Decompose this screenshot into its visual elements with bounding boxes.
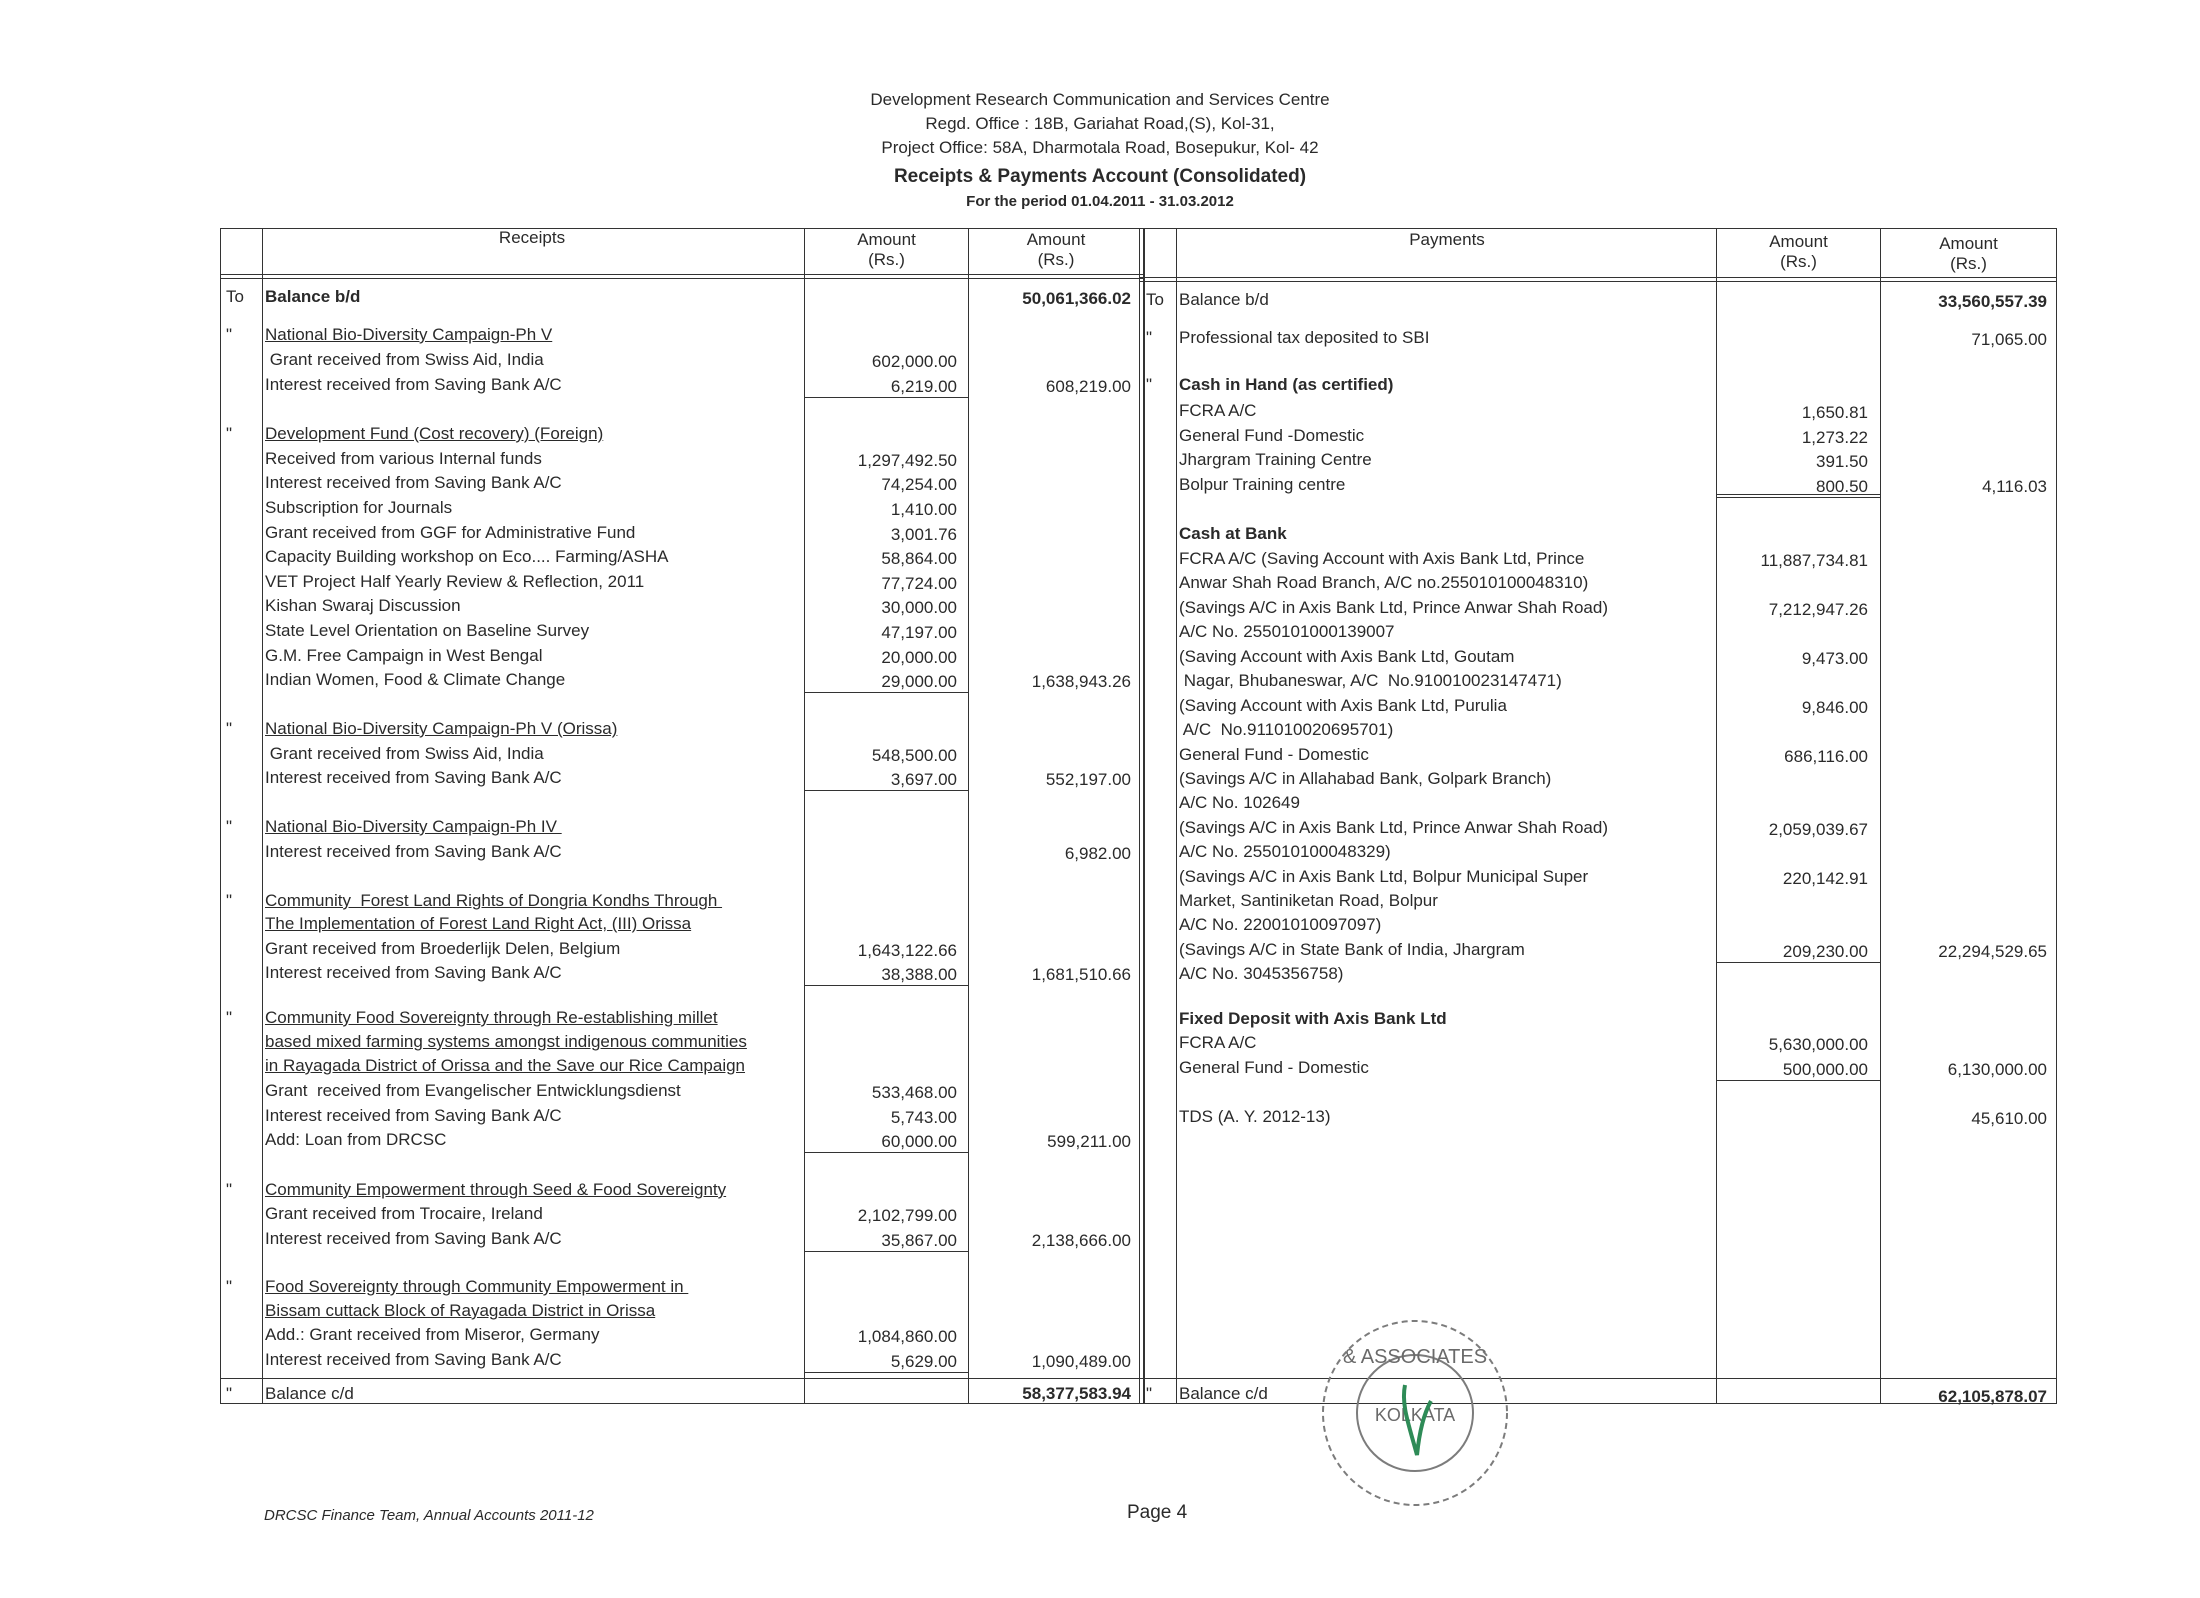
receipts-amount-total: 1,681,510.66 [1031, 965, 1131, 984]
payments-amount-sub: 5,630,000.00 [1768, 1035, 1868, 1054]
amount-header-4: Amount (Rs.) [1939, 234, 1998, 273]
receipts-amount-total: 608,219.00 [1045, 377, 1131, 396]
receipts-amount-sub: 74,254.00 [881, 475, 957, 494]
receipts-amount-sub: 60,000.00 [881, 1132, 957, 1151]
payments-row-label: A/C No. 3045356758) [1179, 964, 1344, 983]
subtotal-rule [804, 1251, 968, 1252]
row-prefix: " [226, 424, 233, 443]
row-prefix: To [226, 287, 244, 306]
payments-amount-sub: 7,212,947.26 [1768, 600, 1868, 619]
receipts-row-label: Balance b/d [265, 287, 361, 306]
payments-row-label: Nagar, Bhubaneswar, A/C No.910010023147471) [1179, 671, 1562, 690]
receipts-amount-total: 1,090,489.00 [1031, 1352, 1131, 1371]
page-title: Receipts & Payments Account (Consolidated) [893, 166, 1307, 187]
page-number: Page 4 [1127, 1502, 1188, 1523]
column-rule [262, 228, 263, 1403]
receipts-amount-sub: 58,864.00 [881, 549, 957, 568]
receipts-row-label: National Bio-Diversity Campaign-Ph V (Orissa) [265, 719, 618, 738]
payments-row-label: (Saving Account with Axis Bank Ltd, Goutam [1179, 647, 1515, 666]
subtotal-rule [804, 1152, 968, 1153]
receipts-row-label: Food Sovereignty through Community Empowerment in [265, 1277, 689, 1296]
receipts-row-label: G.M. Free Campaign in West Bengal [265, 646, 543, 665]
row-prefix: " [226, 1384, 233, 1403]
amount-header-3: Amount (Rs.) [1769, 232, 1828, 271]
receipts-row-label: based mixed farming systems amongst indigenous communities [265, 1032, 747, 1051]
receipts-total-amount: 58,377,583.94 [1022, 1384, 1131, 1403]
subtotal-rule [1716, 1080, 1880, 1081]
total-rule [220, 1378, 1145, 1379]
payments-header: Payments [1409, 230, 1485, 249]
receipts-row-label: in Rayagada District of Orissa and the Save our Rice Campaign [265, 1056, 746, 1075]
header-rule [1139, 277, 2057, 278]
subtotal-rule [1716, 962, 1880, 963]
column-rule [1880, 228, 1881, 1403]
column-rule [1176, 228, 1177, 1403]
receipts-row-label: Indian Women, Food & Climate Change [265, 670, 566, 689]
payments-row-label: FCRA A/C [1179, 1033, 1257, 1052]
receipts-amount-total: 50,061,366.02 [1022, 289, 1131, 308]
receipts-amount-total: 2,138,666.00 [1031, 1231, 1131, 1250]
stamp-center-text: KOLKATA [1374, 1405, 1456, 1425]
row-prefix: " [226, 719, 233, 738]
receipts-amount-sub: 533,468.00 [871, 1083, 957, 1102]
payments-amount-sub: 209,230.00 [1782, 942, 1868, 961]
payments-row-label: (Savings A/C in Axis Bank Ltd, Prince Anwar Shah Road) [1179, 598, 1609, 617]
row-prefix: To [1146, 290, 1164, 309]
payments-row-label: A/C No. 2550101000139007 [1179, 622, 1395, 641]
payments-amount-sub: 391.50 [1816, 452, 1868, 471]
receipts-amount-sub: 602,000.00 [871, 352, 957, 371]
receipts-row-label: Received from various Internal funds [265, 449, 542, 468]
receipts-amount-sub: 5,629.00 [890, 1352, 957, 1371]
regd-office: Regd. Office : 18B, Gariahat Road,(S), Kol-31, [925, 114, 1275, 133]
total-rule [1139, 1378, 2057, 1379]
payments-row-label: (Savings A/C in Allahabad Bank, Golpark Branch) [1179, 769, 1552, 788]
receipts-row-label: The Implementation of Forest Land Right Act, (III) Orissa [265, 914, 692, 933]
header-rule [220, 278, 1145, 279]
receipts-row-label: Subscription for Journals [265, 498, 453, 517]
payments-amount-sub: 1,273.22 [1801, 428, 1868, 447]
receipts-row-label: VET Project Half Yearly Review & Reflection, 2011 [265, 572, 645, 591]
receipts-amount-sub: 38,388.00 [881, 965, 957, 984]
payments-amount-total: 45,610.00 [1971, 1109, 2047, 1128]
footer-note: DRCSC Finance Team, Annual Accounts 2011-12 [264, 1507, 594, 1524]
header-rule [1139, 281, 2057, 282]
payments-row-label: Jhargram Training Centre [1179, 450, 1372, 469]
receipts-row-label: Grant received from Evangelischer Entwicklungsdienst [265, 1081, 681, 1100]
receipts-amount-sub: 20,000.00 [881, 648, 957, 667]
stamp-top-text: & ASSOCIATES [1342, 1346, 1488, 1368]
payments-amount-total: 4,116.03 [1982, 477, 2047, 496]
receipts-row-label: Development Fund (Cost recovery) (Foreign) [265, 424, 604, 443]
receipts-row-label: Grant received from GGF for Administrative Fund [265, 523, 636, 542]
amount-header-2: Amount (Rs.) [1026, 230, 1086, 269]
subtotal-rule [1716, 497, 1880, 498]
payments-row-label: General Fund - Domestic [1179, 1058, 1369, 1077]
receipts-amount-sub: 29,000.00 [881, 672, 957, 691]
receipts-row-label: Interest received from Saving Bank A/C [265, 768, 562, 787]
receipts-row-label: Grant received from Broederlijk Delen, Belgium [265, 939, 621, 958]
receipts-amount-sub: 30,000.00 [881, 598, 957, 617]
payments-amount-sub: 500,000.00 [1782, 1060, 1868, 1079]
payments-row-label: A/C No. 102649 [1179, 793, 1300, 812]
receipts-row-label: Interest received from Saving Bank A/C [265, 1350, 562, 1369]
receipts-row-label: State Level Orientation on Baseline Survey [265, 621, 590, 640]
receipts-amount-sub: 77,724.00 [881, 574, 957, 593]
project-office: Project Office: 58A, Dharmotala Road, Bosepukur, Kol- 42 [881, 138, 1319, 157]
payments-amount-sub: 1,650.81 [1801, 403, 1868, 422]
receipts-row-label: Bissam cuttack Block of Rayagada District in Orissa [265, 1301, 656, 1320]
payments-amount-sub: 2,059,039.67 [1768, 820, 1868, 839]
payments-amount-sub: 220,142.91 [1782, 869, 1868, 888]
receipts-amount-sub: 1,643,122.66 [857, 941, 957, 960]
subtotal-rule [1716, 494, 1880, 495]
receipts-row-label: Community Forest Land Rights of Dongria Kondhs Through [265, 891, 723, 910]
receipts-row-label: Grant received from Swiss Aid, India [265, 744, 544, 763]
payments-amount-sub: 800.50 [1816, 477, 1868, 496]
payments-row-label: TDS (A. Y. 2012-13) [1179, 1107, 1331, 1126]
subtotal-rule [804, 692, 968, 693]
receipts-row-label: Interest received from Saving Bank A/C [265, 1229, 562, 1248]
payments-row-label: A/C No. 22001010097097) [1179, 915, 1382, 934]
payments-row-label: General Fund -Domestic [1179, 426, 1365, 445]
receipts-row-label: Community Food Sovereignty through Re-establishing millet [265, 1008, 718, 1027]
payments-row-label: FCRA A/C [1179, 401, 1257, 420]
amount-header-1: Amount (Rs.) [857, 230, 916, 269]
payments-row-label: (Savings A/C in Axis Bank Ltd, Bolpur Municipal Super [1179, 867, 1589, 886]
receipts-row-label: Grant received from Swiss Aid, India [265, 350, 544, 369]
payments-amount-sub: 11,887,734.81 [1760, 551, 1868, 570]
payments-row-label: FCRA A/C (Saving Account with Axis Bank Ltd, Prince [1179, 549, 1585, 568]
receipts-row-label: Grant received from Trocaire, Ireland [265, 1204, 543, 1223]
payments-row-label: A/C No.911010020695701) [1179, 720, 1394, 739]
receipts-amount-total: 599,211.00 [1047, 1132, 1131, 1151]
row-prefix: " [226, 1277, 233, 1296]
payments-amount-sub: 686,116.00 [1784, 747, 1868, 766]
receipts-row-label: Interest received from Saving Bank A/C [265, 842, 562, 861]
payments-row-label: Bolpur Training centre [1179, 475, 1346, 494]
payments-total-amount: 62,105,878.07 [1938, 1387, 2047, 1406]
receipts-amount-total: 552,197.00 [1045, 770, 1131, 789]
row-prefix: " [226, 1180, 233, 1199]
row-prefix: " [1146, 328, 1153, 347]
receipts-row-label: National Bio-Diversity Campaign-Ph IV [265, 817, 562, 836]
payments-amount-total: 6,130,000.00 [1947, 1060, 2047, 1079]
receipts-total-label: Balance c/d [265, 1384, 354, 1403]
receipts-row-label: Interest received from Saving Bank A/C [265, 963, 562, 982]
payments-table [1139, 228, 2057, 1404]
subtotal-rule [804, 397, 968, 398]
row-prefix: " [226, 891, 233, 910]
receipts-row-label: Interest received from Saving Bank A/C [265, 473, 562, 492]
org-name: Development Research Communication and Services Centre [870, 90, 1330, 109]
receipts-amount-sub: 3,697.00 [890, 770, 957, 789]
payments-row-label: Balance b/d [1179, 290, 1269, 309]
column-rule [804, 228, 805, 1403]
payments-row-label: Professional tax deposited to SBI [1179, 328, 1430, 347]
payments-amount-sub: 9,846.00 [1801, 698, 1868, 717]
payments-amount-total: 22,294,529.65 [1938, 942, 2047, 961]
column-rule [968, 228, 969, 1403]
receipts-amount-total: 6,982.00 [1064, 844, 1131, 863]
header-rule [220, 274, 1145, 275]
period: For the period 01.04.2011 - 31.03.2012 [966, 193, 1234, 210]
row-prefix: " [226, 325, 233, 344]
receipts-row-label: Kishan Swaraj Discussion [265, 596, 461, 615]
payments-row-label: Fixed Deposit with Axis Bank Ltd [1179, 1009, 1447, 1028]
subtotal-rule [804, 1372, 968, 1373]
payments-row-label: Market, Santiniketan Road, Bolpur [1179, 891, 1438, 910]
payments-row-label: General Fund - Domestic [1179, 745, 1369, 764]
receipts-amount-sub: 6,219.00 [890, 377, 957, 396]
receipts-amount-sub: 1,297,492.50 [857, 451, 957, 470]
payments-row-label: Cash at Bank [1179, 524, 1287, 543]
row-prefix: " [226, 1008, 233, 1027]
column-rule [1143, 228, 1144, 1403]
row-prefix: " [1146, 1384, 1153, 1403]
receipts-row-label: Interest received from Saving Bank A/C [265, 375, 562, 394]
payments-row-label: (Saving Account with Axis Bank Ltd, Purulia [1179, 696, 1507, 715]
receipts-amount-sub: 35,867.00 [881, 1231, 957, 1250]
receipts-table [220, 228, 1145, 1404]
payments-row-label: (Savings A/C in State Bank of India, Jhargram [1179, 940, 1525, 959]
payments-total-label: Balance c/d [1179, 1384, 1268, 1403]
receipts-amount-sub: 1,084,860.00 [857, 1327, 957, 1346]
receipts-row-label: Add.: Grant received from Miseror, Germany [265, 1325, 600, 1344]
receipts-amount-sub: 47,197.00 [881, 623, 957, 642]
receipts-amount-total: 1,638,943.26 [1031, 672, 1131, 691]
payments-row-label: Cash in Hand (as certified) [1179, 375, 1394, 394]
receipts-amount-sub: 548,500.00 [871, 746, 957, 765]
receipts-row-label: Add: Loan from DRCSC [265, 1130, 447, 1149]
payments-row-label: (Savings A/C in Axis Bank Ltd, Prince Anwar Shah Road) [1179, 818, 1609, 837]
auditor-stamp [1305, 1305, 1545, 1535]
payments-amount-total: 33,560,557.39 [1938, 292, 2047, 311]
row-prefix: " [226, 817, 233, 836]
row-prefix: " [1146, 375, 1153, 394]
receipts-amount-sub: 5,743.00 [890, 1108, 957, 1127]
payments-amount-sub: 9,473.00 [1801, 649, 1868, 668]
receipts-amount-sub: 2,102,799.00 [857, 1206, 957, 1225]
receipts-row-label: National Bio-Diversity Campaign-Ph V [265, 325, 553, 344]
receipts-header: Receipts [498, 228, 566, 247]
payments-row-label: Anwar Shah Road Branch, A/C no.255010100048310) [1179, 573, 1589, 592]
payments-row-label: A/C No. 255010100048329) [1179, 842, 1391, 861]
payments-amount-total: 71,065.00 [1971, 330, 2047, 349]
subtotal-rule [804, 790, 968, 791]
receipts-amount-sub: 1,410.00 [890, 500, 957, 519]
receipts-row-label: Capacity Building workshop on Eco.... Farming/ASHA [265, 547, 669, 566]
receipts-row-label: Community Empowerment through Seed & Food Sovereignty [265, 1180, 727, 1199]
receipts-amount-sub: 3,001.76 [890, 525, 957, 544]
subtotal-rule [804, 985, 968, 986]
receipts-row-label: Interest received from Saving Bank A/C [265, 1106, 562, 1125]
